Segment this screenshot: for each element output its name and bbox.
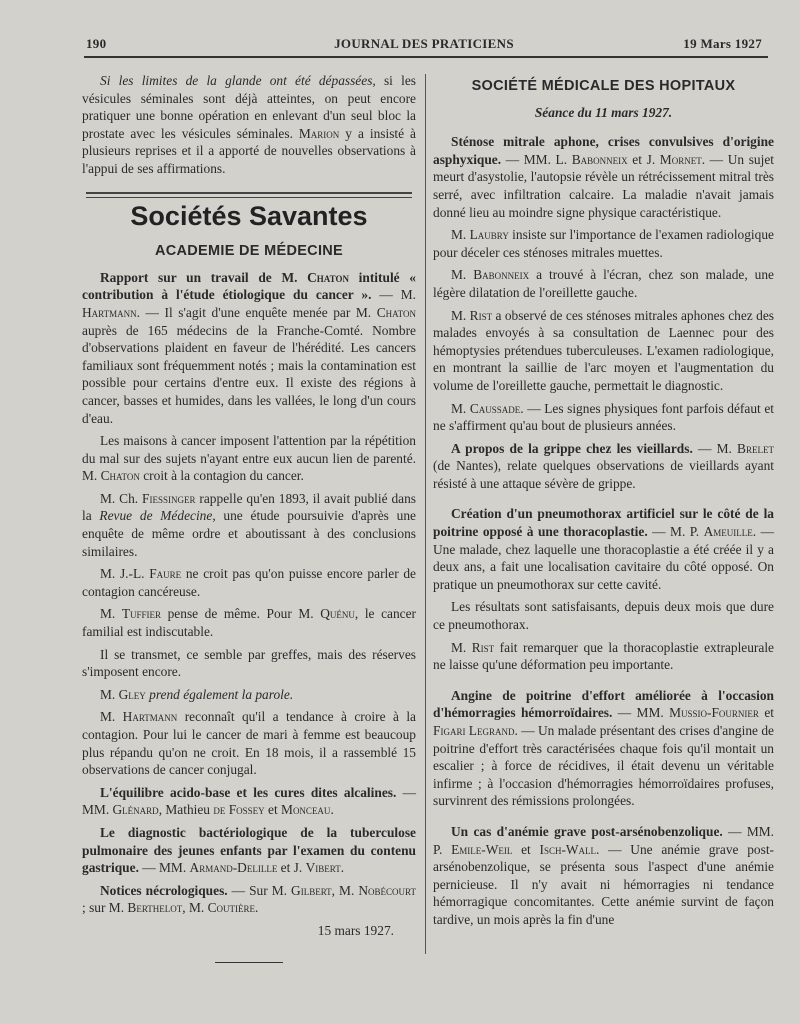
notices-paragraph: Notices nécrologiques. — Sur M. Gilbert, M. Nobécourt ; sur M. Berthelot, M. Coutière. [82, 882, 416, 916]
signature-date: 15 mars 1927. [317, 922, 394, 938]
issue-date: 19 Mars 1927 [683, 36, 762, 51]
transmet-paragraph: Il se transmet, ce semble par greffes, mais des réserves s'imposent encore. [82, 646, 416, 680]
header-rule [84, 56, 768, 58]
babonneix-paragraph: M. Babonneix a trouvé à l'écran, chez son malade, une légère dilatation de l'oreillette gauche. [433, 267, 774, 300]
faure-paragraph: M. J.-L. Faure ne croit pas qu'on puisse encore parler de contagion cancéreuse. [82, 566, 416, 599]
running-header [86, 36, 762, 56]
academie-heading: ACADEMIE DE MÉDECINE [154, 243, 344, 260]
gley-paragraph: M. Gley prend également la parole. [100, 686, 294, 702]
diagnostic-paragraph: Le diagnostic bactériologique de la tuberculose pulmonaire des jeunes enfants par l'examen du contenu gastrique. — MM. Armand-Delille et J. Vibert. [82, 824, 416, 876]
caussade-paragraph: M. Caussade. — Les signes physiques font parfois défaut et ne s'affirment qu'au bout de plusieurs années. [433, 400, 774, 434]
seance-date: Séance du 11 mars 1927. [534, 104, 673, 120]
rapport-paragraph: Rapport sur un travail de M. Chaton intitulé « contribution à l'étude étiologique du cancer ». — M. Hartmann. — Il s'agit d'une enquête menée par M. Chaton auprès de 165 médecins de la Franche-Comté. Nombre d'observations plaident en faveur de l'hérédité. Les cancers familiaux sont fréquemment notés ; mais la contamination est possible pour certains d'entre eux. Il existe des régions à cancer, basses et humides, dans les vallées, le long d'un cours d'eau. [82, 269, 416, 426]
section-title: Sociétés Savantes [130, 200, 368, 231]
angine-paragraph: Angine de poitrine d'effort améliorée à l'occasion d'hémorragies hémorroïdaires. — MM. Mussio-Fournier et Figari Legrand. — Un malade présentant des crises d'angine de poitrine d'effort très caractérisées chaque fois qu'il montait un escalier ; à force de récidives, il était devenu un véritable infirme ; à l'occasion d'hémorragies hémorroïdaires profuses, survinrent des rémissions prolongées. [433, 687, 775, 809]
intro-paragraph: Si les limites de la glande ont été dépassées, si les vésicules séminales sont déjà atteintes, on peut encore pratiquer une bonne opération en enlevant d'un seul bloc la prostate avec les vésicules séminales. Marion y a insisté à plusieurs reprises et il a apporté de nouvelles observations à l'appui de ses affirmations. [82, 73, 416, 176]
fiessinger-paragraph: M. Ch. Fiessinger rappelle qu'en 1893, il avait publié dans la Revue de Médecine, une étude poursuivie d'après une enquête de même ordre et aboutissant à des conclusions similaires. [82, 490, 416, 559]
resultats-paragraph: Les résultats sont satisfaisants, depuis deux mois que dure ce pneumothorax. [433, 599, 774, 633]
hartmann-paragraph: M. Hartmann reconnaît qu'il a tendance à croire à la contagion. Pour lui le cancer de mari à femme est beaucoup plus répandu qu'on ne croit. En 18 mois, il a rassemblé 15 observations de cancer conjugal. [82, 709, 416, 778]
page-number: 190 [86, 36, 107, 51]
equilibre-paragraph: L'équilibre acido-base et les cures dites alcalines. — MM. Glénard, Mathieu de Fossey et Monceau. [82, 784, 416, 818]
journal-title: JOURNAL DES PRATICIENS [334, 36, 514, 51]
left-column [82, 72, 416, 963]
pneumothorax-paragraph: Création d'un pneumothorax artificiel sur le côté de la poitrine opposé à une thoracoplastie. — M. P. Ameuille. — Une malade, chez laquelle une thoracoplastie a été créée il y a deux ans, a fait une localisation cavitaire du côté opposé. On pratique un pneumothorax sur cette cavité. [433, 506, 774, 592]
rist-paragraph: M. Rist a observé de ces sténoses mitrales aphones chez des malades envoyés à sa consultation de Laennec pour des hémoptysies prétendues tuberculeuses. L'examen radiologique, en montrant la saillie de l'arc moyen et l'augmentation du volume de l'oreillette gauche, permettait le diagnostic. [433, 307, 774, 393]
maisons-paragraph: Les maisons à cancer imposent l'attention par la répétition du mal sur des sujets n'ayant entre eux aucun lien de parenté. M. Chaton croit à la contagion du cancer. [82, 433, 416, 484]
section-double-rule [86, 192, 412, 198]
end-rule [215, 962, 283, 963]
stenose-paragraph: Sténose mitrale aphone, crises convulsives d'origine asphyxique. — MM. L. Babonneix et J. Mornet. — Un sujet meurt d'asystolie, l'autopsie révèle un rétrécissement mitral très serré, avec infiltration calcaire. La maladie n'avait jamais donné lieu au moindre signe physique caractéristique. [433, 134, 774, 220]
laubry-paragraph: M. Laubry insiste sur l'importance de l'examen radiologique pour déceler ces sténoses mitrales muettes. [433, 227, 774, 260]
anemie-paragraph: Un cas d'anémie grave post-arsénobenzolique. — MM. P. Emile-Weil et Isch-Wall. — Une anémie grave post-arsénobenzolique, se présenta sous l'aspect d'une anémie pernicieuse. Il n'y avait ni hémorragies ni tendance hémorragique concomitantes. Cette anémie survint de façon tardive, un mois après la fin d'une [433, 823, 774, 927]
right-column [433, 72, 774, 934]
societe-heading: SOCIÉTÉ MÉDICALE DES HOPITAUX [471, 78, 736, 94]
grippe-paragraph: A propos de la grippe chez les vieillards. — M. Brelet (de Nantes), relate quelques observations de vieillards ayant résisté à une attaque sévère de grippe. [433, 440, 774, 491]
tuffier-paragraph: M. Tuffier pense de même. Pour M. Quénu, le cancer familial est indiscutable. [82, 606, 416, 640]
rist2-paragraph: M. Rist fait remarquer que la thoracoplastie extrapleurale ne laisse qu'une déformation peu importante. [433, 639, 774, 673]
column-divider [425, 74, 426, 954]
